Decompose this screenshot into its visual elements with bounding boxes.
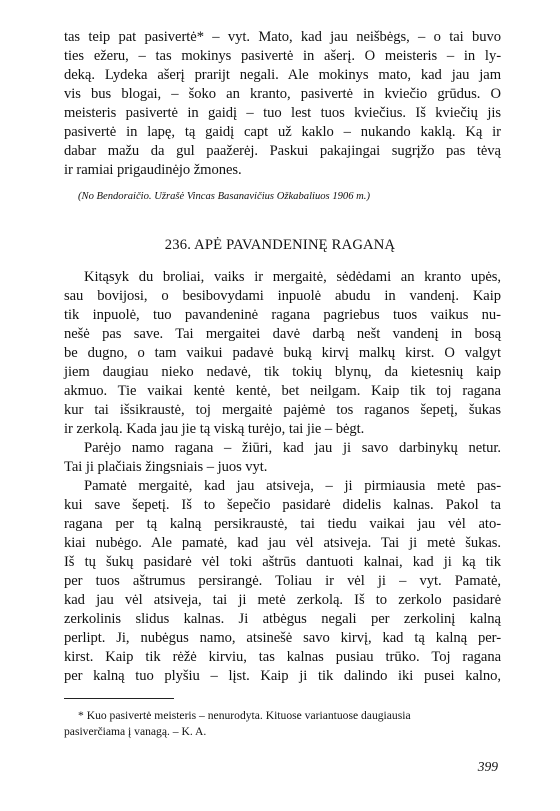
text-line: pasivertė in lapę, tą gaidį capt už kaklo – nukando kaklą. Ką ir xyxy=(64,124,501,140)
text-line: deką. Lydeka ašerį prarijt negali. Ale mokinys mato, kad jau jam xyxy=(64,67,501,83)
text-line: Tai ji plačiais žingsniais – juos vyt. xyxy=(64,459,268,475)
footnote-line: * Kuo pasivertė meisteris – nenurodyta. Kituose variantuose daugiausia xyxy=(78,709,411,722)
text-line: per kalną tuo plyšiu – lįst. Kaip ji tik dalindo iki pusei kalno, xyxy=(64,668,501,684)
footnote-rule xyxy=(64,698,174,699)
tale-heading: 236. APĖ PAVANDENINĘ RAGANĄ xyxy=(164,237,396,253)
text-line: ir zerkolą. Kada jau jie tą viską turėjo, tai jie – bėgt. xyxy=(64,421,365,437)
text-line: nešė pas save. Tai mergaitei davė darbą nešt vandenį in bosą xyxy=(64,326,501,342)
text-line: per tuos aštrumus persirangė. Toliau ir vėl ji – vyt. Pamatė, xyxy=(64,573,501,589)
text-line: perlipt. Ji, nubėgus namo, atsinešė savo kirvį, kad tą kalną per- xyxy=(64,630,501,646)
text-line: Pamatė mergaitė, kad jau atsiveja, – ji pirmiausia metė pas- xyxy=(84,478,501,494)
text-line: ir ramiai prigaudinėjo žmones. xyxy=(64,162,242,178)
text-line: tik inpuolė, tuo pavandeninė ragana pagriebus tuos vaikus nu- xyxy=(64,307,501,323)
text-line: kiai nubėgo. Ale pamatė, kad jau vėl atsiveja. Tai ji metė šukas. xyxy=(64,535,501,551)
source-note: (No Bendoraičio. Užrašė Vincas Basanavičius Ožkabaliuos 1906 m.) xyxy=(78,191,370,202)
text-line: kirst. Kaip tik rėžė kirviu, tas kalnas pusiau trūko. Toj ragana xyxy=(64,649,501,665)
text-line: akmuo. Tie vaikai kentė kentė, bet neilgam. Kaip tik toj ragana xyxy=(64,383,501,399)
text-line: ties ežeru, – tas mokinys pasivertė in ašerį. O meisteris – in ly- xyxy=(64,48,501,64)
text-line: jiem daugiau nieko nedavė, tik tokių blynų, da kietesnių kaip xyxy=(64,364,501,380)
text-line: vis bus blogai, – šoko an kranto, pasivertė in kviečio grūdus. O xyxy=(64,86,501,102)
text-line: be dugno, o tam vaikui padavė buką kirvį malkų kirst. O valgyt xyxy=(64,345,501,361)
text-line: kad jau vėl atsiveja, tai ji metė zerkolą. Iš to zerkolo pasidarė xyxy=(64,592,501,608)
text-line: kui save šepetį. Iš to šepečio pasidarė didelis kalnas. Pakol ta xyxy=(64,497,501,513)
footnote-line: pasiverčiama į vanagą. – K. A. xyxy=(64,725,207,738)
text-line: Iš tų šukų pasidarė vėl toki aštrūs dantuoti kalnai, kad ji ką tik xyxy=(64,554,501,570)
text-line: meisteris pasivertė in gaidį – tuo lest tuos kviečius. Iš kviečių jis xyxy=(64,105,501,121)
text-line: sau bovijosi, o besibovydami inpuolė abudu in vandenį. Kaip xyxy=(64,288,501,304)
text-line: kur tai išsikraustė, toj mergaitė pajėmė tos raganos šepetį, šukas xyxy=(64,402,501,418)
page-number: 399 xyxy=(477,759,498,774)
text-line: zerkolinis slidus kalnas. Ji atbėgus negali per zerkolinį kalną xyxy=(64,611,501,627)
text-line: ragana per tą kalną persikraustė, tai tiedu vaikai jau vėl ato- xyxy=(64,516,501,532)
text-line: Kitąsyk du broliai, vaiks ir mergaitė, sėdėdami an kranto upės, xyxy=(84,269,501,285)
text-line: tas teip pat pasivertė* – vyt. Mato, kad jau neišbėgs, – o tai buvo xyxy=(64,29,501,45)
text-line: Parėjo namo ragana – žiūri, kad jau ji savo darbinykų netur. xyxy=(84,440,501,456)
text-line: dabar mažu da gul paažerėj. Paskui pakajingai sugrįžo pas tėvą xyxy=(64,143,501,159)
